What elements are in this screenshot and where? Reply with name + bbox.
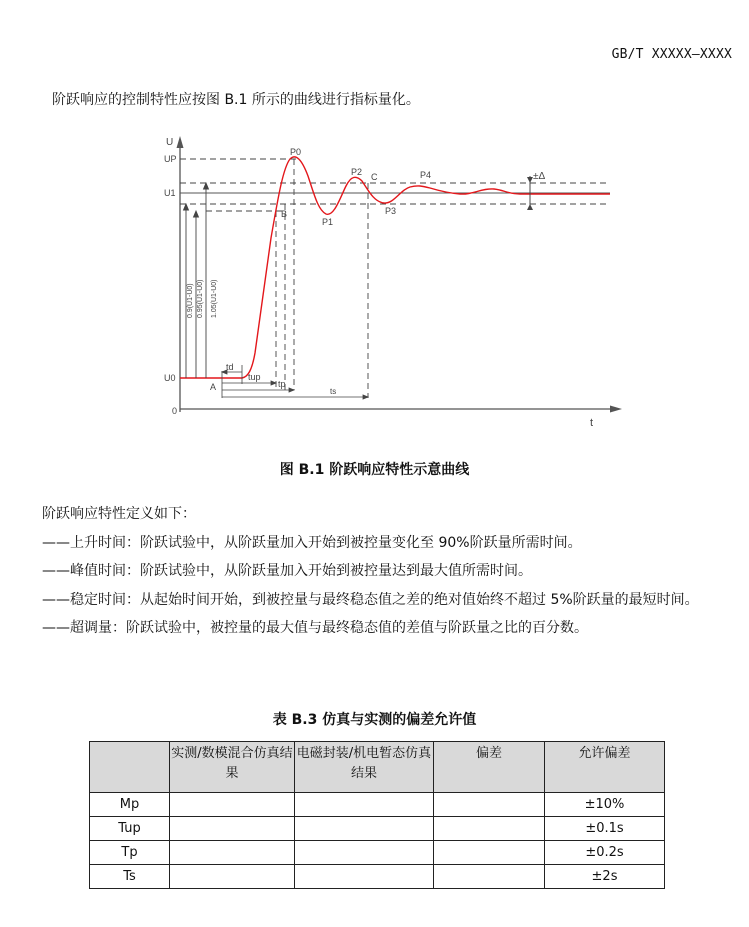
- table-row: [90, 865, 665, 889]
- response-curve: [180, 157, 610, 378]
- table-header-row: [90, 742, 665, 793]
- t-axis-label: t: [590, 417, 594, 429]
- table-cell: [170, 841, 295, 865]
- point-c-label: C: [371, 172, 378, 182]
- origin-label: 0: [172, 406, 178, 416]
- p4-label: P4: [420, 170, 432, 180]
- table-row: [90, 817, 665, 841]
- u1-label: U1: [164, 188, 176, 198]
- table-cell: [295, 841, 434, 865]
- label-090: 0.9(U1-U0): [187, 283, 194, 318]
- table-header-cell: 实测/数模混合仿真结果: [170, 742, 295, 793]
- table-cell: [434, 793, 545, 817]
- definition-item: ——上升时间：阶跃试验中，从阶跃量加入开始到被控量变化至 90%阶跃量所需时间。: [42, 534, 582, 551]
- p2-label: P2: [351, 167, 363, 177]
- table-row: [90, 841, 665, 865]
- table-cell: ±10%: [545, 793, 665, 817]
- p3-label: P3: [385, 206, 397, 216]
- x-axis-arrow-icon: [610, 406, 622, 413]
- definition-item: ——稳定时间：从起始时间开始，到被控量与最终稳态值之差的绝对值始终不超过 5%阶跃量的最短时间。: [42, 591, 699, 608]
- label-095: 0.95(U1-U0): [197, 279, 204, 318]
- up-label: UP: [164, 154, 177, 164]
- table-cell: [170, 865, 295, 889]
- td-label: td: [226, 362, 234, 372]
- step-response-figure: [160, 128, 630, 438]
- table-cell: Ts: [90, 865, 170, 889]
- table-cell: [170, 817, 295, 841]
- table-header-cell: 偏差: [434, 742, 545, 793]
- table-cell: [434, 817, 545, 841]
- p1-label: P1: [322, 217, 334, 227]
- point-b-label: B: [281, 209, 288, 219]
- table-cell: [295, 793, 434, 817]
- document-code: GB/T XXXXX—XXXX: [611, 47, 732, 62]
- figure-caption: 图 B.1 阶跃响应特性示意曲线: [279, 462, 470, 478]
- p0-label: P0: [290, 147, 302, 157]
- table-cell: ±0.1s: [545, 817, 665, 841]
- table-cell: Tp: [90, 841, 170, 865]
- table-cell: Mp: [90, 793, 170, 817]
- tp-label: tp: [278, 379, 286, 389]
- table-cell: ±2s: [545, 865, 665, 889]
- u0-label: U0: [164, 373, 176, 383]
- table-header-cell: 允许偏差: [545, 742, 665, 793]
- tolerance-label: ±Δ: [533, 171, 546, 182]
- point-a-label: A: [210, 382, 217, 392]
- table-caption: 表 B.3 仿真与实测的偏差允许值: [272, 712, 477, 728]
- ts-label: ts: [330, 387, 337, 396]
- table-cell: ±0.2s: [545, 841, 665, 865]
- u-axis-label: U: [166, 137, 174, 148]
- table-header-cell: [90, 742, 170, 793]
- intro-text: 阶跃响应的控制特性应按图 B.1 所示的曲线进行指标量化。: [52, 92, 420, 108]
- table-cell: [434, 841, 545, 865]
- table-cell: [295, 865, 434, 889]
- y-axis-arrow-icon: [177, 136, 184, 148]
- table-cell: [295, 817, 434, 841]
- deviation-table: [89, 741, 665, 889]
- label-105: 1.05(U1-U0): [211, 279, 218, 318]
- table-cell: [170, 793, 295, 817]
- definitions-section: [42, 500, 742, 643]
- table-cell: Tup: [90, 817, 170, 841]
- definition-item: ——超调量：阶跃试验中，被控量的最大值与最终稳态值的差值与阶跃量之比的百分数。: [42, 620, 588, 636]
- definition-item: ——峰值时间：阶跃试验中，从阶跃量加入开始到被控量达到最大值所需时间。: [42, 563, 532, 579]
- table-row: [90, 793, 665, 817]
- definitions-heading: 阶跃响应特性定义如下：: [42, 506, 196, 522]
- table-cell: [434, 865, 545, 889]
- table-header-cell: 电磁封装/机电暂态仿真结果: [295, 742, 434, 793]
- tup-label: tup: [248, 372, 261, 382]
